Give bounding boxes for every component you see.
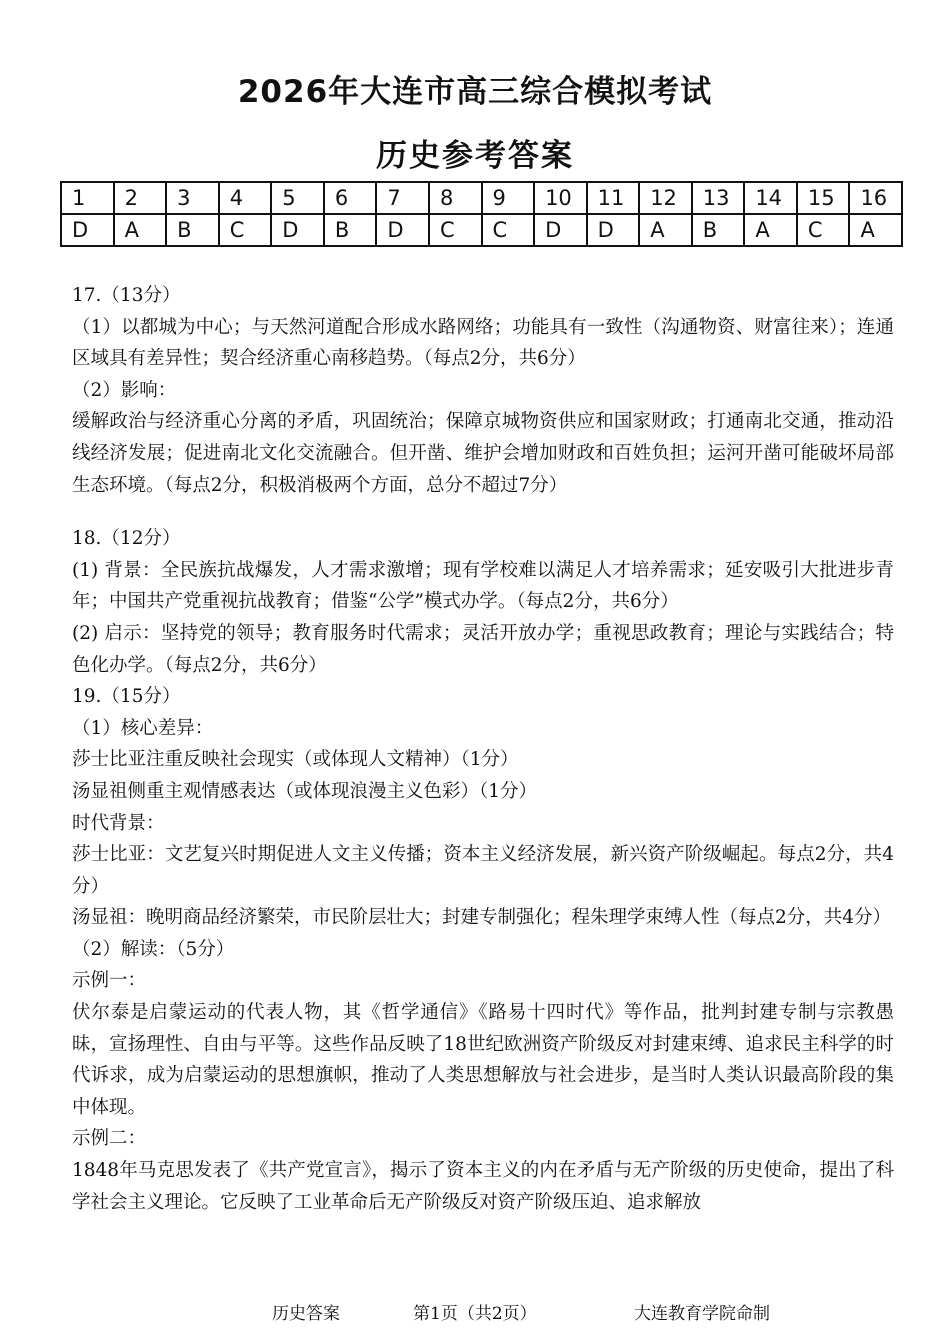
answer-cell: B — [692, 214, 745, 246]
answer-paragraph: 汤显祖：晚明商品经济繁荣，市民阶层壮大；封建专制强化；程朱理学束缚人性（每点2分，共4分） — [72, 907, 892, 929]
answer-paragraph: 莎士比亚注重反映社会现实（或体现人文精神）（1分） — [72, 749, 519, 771]
question-number: 14 — [744, 182, 797, 214]
footer-page-number: 第1页（共2页） — [413, 1304, 537, 1324]
answer-cell: B — [324, 214, 377, 246]
answer-cell: D — [376, 214, 429, 246]
answer-table — [60, 181, 903, 247]
question-number: 3 — [166, 182, 219, 214]
question-heading: 17.（13分） — [72, 285, 181, 306]
question-number: 8 — [429, 182, 482, 214]
question-number: 7 — [376, 182, 429, 214]
answer-paragraph: 1848年马克思发表了《共产党宣言》，揭示了资本主义的内在矛盾与无产阶级的历史使命，提出了科学社会主义理论。它反映了工业革命后无产阶级反对资产阶级压迫、追求解放 — [72, 1160, 894, 1213]
footer-subject: 历史答案 — [272, 1304, 340, 1324]
question-17 — [72, 280, 894, 501]
answer-row — [61, 214, 902, 246]
answer-paragraph: （2）影响： — [72, 379, 177, 401]
answer-content — [72, 280, 894, 1218]
answer-cell: B — [166, 214, 219, 246]
question-number: 10 — [534, 182, 587, 214]
question-18 — [72, 523, 894, 681]
answer-cell: A — [744, 214, 797, 246]
answer-paragraph: （1）以都城为中心；与天然河道配合形成水路网络；功能具有一致性（沟通物资、财富往来）；连通区域具有差异性；契合经济重心南移趋势。（每点2分，共6分） — [72, 316, 894, 370]
footer-publisher: 大连教育学院命制 — [634, 1304, 770, 1324]
answer-paragraph: 缓解政治与经济重心分离的矛盾，巩固统治；保障京城物资供应和国家财政；打通南北交通，推动沿线经济发展；促进南北文化交流融合。但开凿、维护会增加财政和百姓负担；运河开凿可能破坏局部生态环境。（每点2分，积极消极两个方面，总分不超过7分） — [72, 411, 894, 496]
question-number: 1 — [61, 182, 114, 214]
page-footer — [0, 1299, 950, 1323]
answer-cell: D — [587, 214, 640, 246]
question-number: 11 — [587, 182, 640, 214]
question-number: 15 — [797, 182, 850, 214]
answer-paragraph: （1）核心差异： — [72, 717, 214, 739]
answer-paragraph: 示例一： — [72, 970, 147, 992]
question-number: 2 — [114, 182, 167, 214]
answer-paragraph: （2）解读：（5分） — [72, 938, 235, 960]
section-spacer — [72, 501, 894, 523]
answer-paragraph: 伏尔泰是启蒙运动的代表人物，其《哲学通信》《路易十四时代》等作品，批判封建专制与宗教愚昧，宣扬理性、自由与平等。这些作品反映了18世纪欧洲资产阶级反对封建束缚、追求民主科学的时代诉求，成为启蒙运动的思想旗帜，推动了人类思想解放与社会进步，是当时人类认识最高阶段的集中体现。 — [72, 1002, 894, 1118]
question-heading: 19.（15分） — [72, 686, 181, 708]
answer-cell: A — [639, 214, 692, 246]
question-number: 12 — [639, 182, 692, 214]
question-number: 4 — [219, 182, 272, 214]
answer-cell: A — [114, 214, 167, 246]
answer-paragraph: 莎士比亚：文艺复兴时期促进人文主义传播；资本主义经济发展，新兴资产阶级崛起。每点2分，共4分） — [72, 844, 894, 897]
answer-cell: C — [797, 214, 850, 246]
question-number: 9 — [482, 182, 535, 214]
answer-cell: C — [482, 214, 535, 246]
question-19 — [72, 681, 894, 1218]
answer-key-subtitle: 历史参考答案 — [376, 138, 574, 174]
answer-paragraph: 示例二： — [72, 1128, 147, 1150]
answer-cell: C — [219, 214, 272, 246]
answer-paragraph: 时代背景： — [72, 812, 165, 834]
question-number: 16 — [849, 182, 902, 214]
question-number: 13 — [692, 182, 745, 214]
answer-cell: D — [61, 214, 114, 246]
answer-paragraph: (2) 启示：坚持党的领导；教育服务时代需求；灵活开放办学；重视思政教育；理论与实践结合；特色化办学。（每点2分，共6分） — [72, 622, 894, 676]
answer-cell: C — [429, 214, 482, 246]
question-number: 6 — [324, 182, 377, 214]
exam-title: 2026年大连市高三综合模拟考试 — [237, 74, 713, 110]
answer-paragraph: 汤显祖侧重主观情感表达（或体现浪漫主义色彩）（1分） — [72, 780, 538, 802]
answer-cell: A — [849, 214, 902, 246]
question-number-row — [61, 182, 902, 214]
answer-cell: D — [271, 214, 324, 246]
answer-cell: D — [534, 214, 587, 246]
answer-paragraph: (1) 背景：全民族抗战爆发，人才需求激增；现有学校难以满足人才培养需求；延安吸引大批进步青年；中国共产党重视抗战教育；借鉴“公学”模式办学。（每点2分，共6分） — [72, 559, 894, 613]
question-heading: 18.（12分） — [72, 528, 181, 550]
question-number: 5 — [271, 182, 324, 214]
